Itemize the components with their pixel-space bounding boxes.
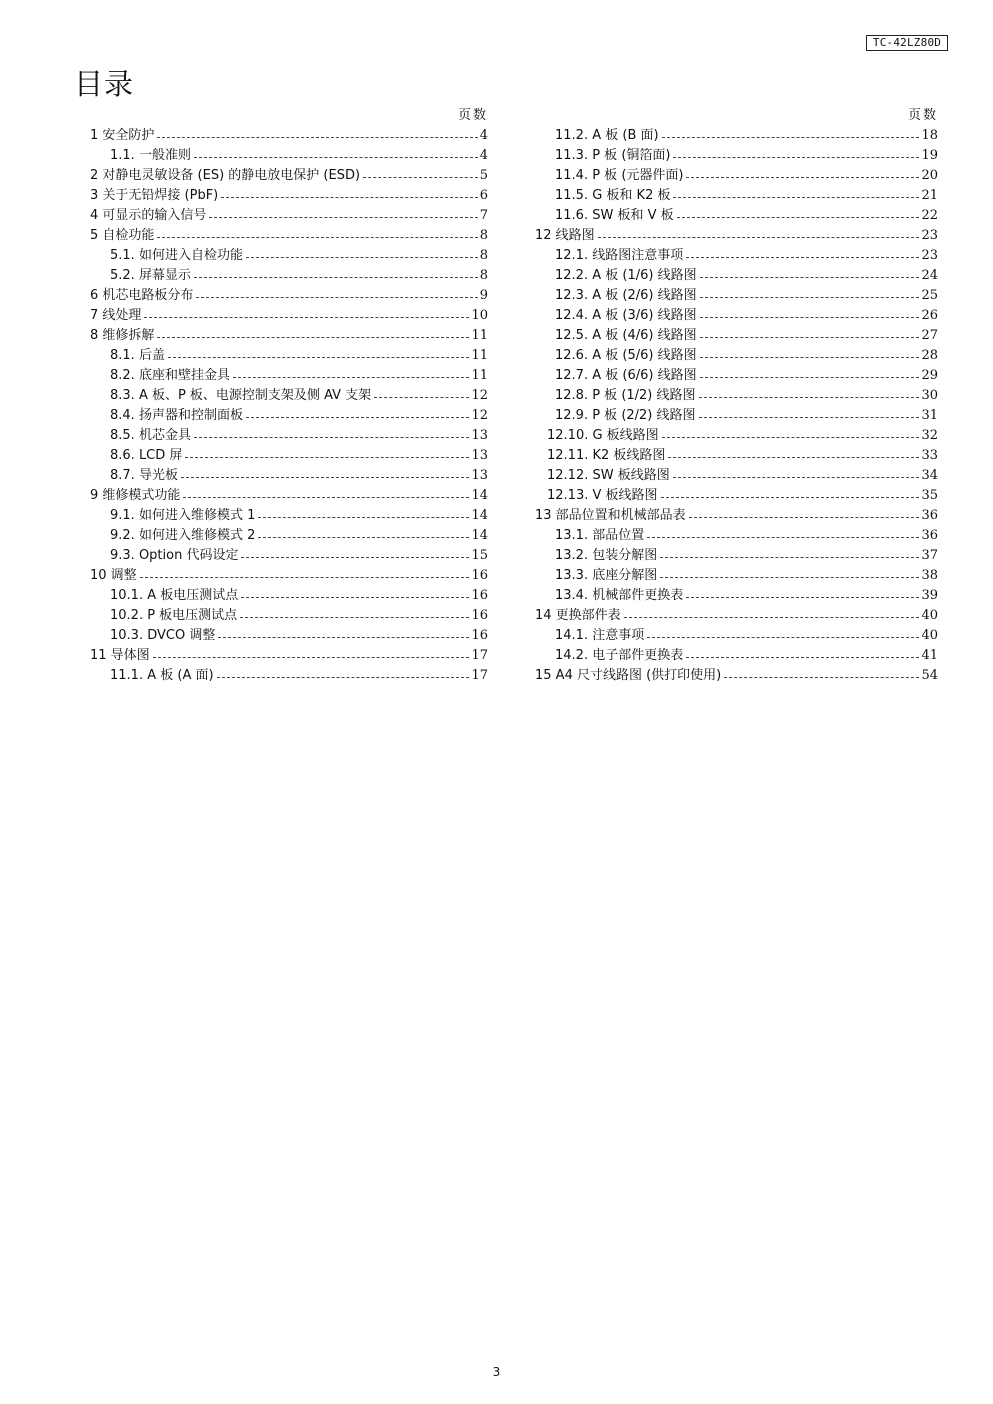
toc-dot-leader bbox=[700, 337, 920, 338]
toc-entry-page: 31 bbox=[921, 408, 938, 423]
toc-entry-page: 13 bbox=[471, 468, 488, 483]
toc-entry-page: 41 bbox=[921, 648, 938, 663]
toc-entry[interactable] bbox=[535, 146, 938, 166]
toc-dot-leader bbox=[700, 297, 920, 298]
toc-entry-title: 10.3. DVCO 调整 bbox=[110, 628, 216, 643]
toc-entry-title: 8.3. A 板、P 板、电源控制支架及侧 AV 支架 bbox=[110, 388, 372, 403]
toc-entry-page: 10 bbox=[471, 308, 488, 323]
toc-entry[interactable] bbox=[90, 366, 488, 386]
toc-list-right bbox=[535, 126, 938, 686]
toc-entry-page: 40 bbox=[921, 628, 938, 643]
toc-entry-title: 13.2. 包装分解图 bbox=[555, 548, 658, 563]
toc-entry-title: 12 线路图 bbox=[535, 228, 595, 243]
toc-dot-leader bbox=[221, 197, 477, 198]
toc-dot-leader bbox=[689, 517, 920, 518]
toc-entry-title: 5.2. 屏幕显示 bbox=[110, 268, 191, 283]
toc-entry-title: 9 维修模式功能 bbox=[90, 488, 181, 503]
toc-entry-page: 30 bbox=[921, 388, 938, 403]
toc-dot-leader bbox=[700, 377, 920, 378]
toc-entry[interactable] bbox=[90, 586, 488, 606]
toc-entry-title: 11.3. P 板 (铜箔面) bbox=[555, 148, 671, 163]
toc-dot-leader bbox=[217, 677, 470, 678]
toc-entry[interactable] bbox=[90, 346, 488, 366]
toc-entry-page: 4 bbox=[479, 148, 488, 163]
toc-entry[interactable] bbox=[535, 166, 938, 186]
toc-entry[interactable] bbox=[535, 486, 938, 506]
toc-entry[interactable] bbox=[535, 306, 938, 326]
toc-dot-leader bbox=[240, 617, 469, 618]
toc-entry-title: 3 关于无铅焊接 (PbF) bbox=[90, 188, 219, 203]
toc-entry[interactable] bbox=[535, 566, 938, 586]
toc-entry-title: 5.1. 如何进入自检功能 bbox=[110, 248, 243, 263]
toc-entry-title: 11.5. G 板和 K2 板 bbox=[555, 188, 671, 203]
toc-entry-title: 5 自检功能 bbox=[90, 228, 155, 243]
toc-entry[interactable] bbox=[535, 646, 938, 666]
toc-entry-title: 9.2. 如何进入维修模式 2 bbox=[110, 528, 256, 543]
toc-dot-leader bbox=[647, 537, 919, 538]
toc-dot-leader bbox=[699, 397, 920, 398]
toc-entry-title: 10.1. A 板电压测试点 bbox=[110, 588, 239, 603]
page-title: 目录 bbox=[74, 67, 135, 101]
toc-entry-title: 13.4. 机械部件更换表 bbox=[555, 588, 684, 603]
toc-entry-page: 11 bbox=[471, 368, 488, 383]
toc-entry-title: 11.1. A 板 (A 面) bbox=[110, 668, 214, 683]
toc-entry-page: 40 bbox=[921, 608, 938, 623]
toc-dot-leader bbox=[673, 197, 919, 198]
toc-entry[interactable] bbox=[535, 526, 938, 546]
toc-entry-page: 27 bbox=[921, 328, 938, 343]
toc-entry-title: 12.2. A 板 (1/6) 线路图 bbox=[555, 268, 697, 283]
toc-entry-title: 12.9. P 板 (2/2) 线路图 bbox=[555, 408, 696, 423]
toc-entry-page: 6 bbox=[479, 188, 488, 203]
toc-dot-leader bbox=[624, 617, 920, 618]
toc-dot-leader bbox=[157, 237, 477, 238]
toc-entry-title: 9.1. 如何进入维修模式 1 bbox=[110, 508, 256, 523]
toc-dot-leader bbox=[153, 657, 470, 658]
toc-entry-page: 13 bbox=[471, 448, 488, 463]
toc-entry[interactable] bbox=[90, 226, 488, 246]
toc-entry-page: 11 bbox=[471, 348, 488, 363]
toc-entry[interactable] bbox=[90, 666, 488, 686]
toc-entry-title: 11 导体图 bbox=[90, 648, 150, 663]
toc-dot-leader bbox=[157, 137, 477, 138]
toc-entry-title: 12.7. A 板 (6/6) 线路图 bbox=[555, 368, 697, 383]
page-number: 3 bbox=[492, 1365, 501, 1379]
toc-entry-page: 54 bbox=[921, 668, 938, 683]
toc-entry[interactable] bbox=[535, 546, 938, 566]
toc-entry-page: 39 bbox=[921, 588, 938, 603]
toc-entry[interactable] bbox=[535, 466, 938, 486]
toc-entry-title: 12.4. A 板 (3/6) 线路图 bbox=[555, 308, 697, 323]
toc-entry-page: 34 bbox=[921, 468, 938, 483]
toc-dot-leader bbox=[233, 377, 470, 378]
toc-entry[interactable] bbox=[90, 286, 488, 306]
toc-entry[interactable] bbox=[90, 546, 488, 566]
toc-entry-title: 12.11. K2 板线路图 bbox=[547, 448, 666, 463]
toc-entry[interactable] bbox=[535, 606, 938, 626]
toc-entry-title: 8.6. LCD 屏 bbox=[110, 448, 183, 463]
toc-dot-leader bbox=[246, 417, 470, 418]
toc-entry[interactable] bbox=[90, 246, 488, 266]
toc-entry[interactable] bbox=[90, 466, 488, 486]
toc-entry-title: 6 机芯电路板分布 bbox=[90, 288, 194, 303]
toc-entry[interactable] bbox=[90, 626, 488, 646]
toc-dot-leader bbox=[196, 297, 477, 298]
toc-entry-page: 16 bbox=[471, 588, 488, 603]
toc-entry[interactable] bbox=[535, 586, 938, 606]
toc-dot-leader bbox=[140, 577, 470, 578]
toc-entry-page: 11 bbox=[471, 328, 488, 343]
toc-dot-leader bbox=[668, 457, 919, 458]
toc-entry[interactable] bbox=[90, 566, 488, 586]
toc-dot-leader bbox=[258, 537, 469, 538]
toc-entry-page: 38 bbox=[921, 568, 938, 583]
toc-entry-page: 15 bbox=[471, 548, 488, 563]
toc-entry-title: 8.5. 机芯金具 bbox=[110, 428, 191, 443]
toc-entry-title: 10 调整 bbox=[90, 568, 137, 583]
toc-entry[interactable] bbox=[535, 506, 938, 526]
toc-entry-title: 12.1. 线路图注意事项 bbox=[555, 248, 684, 263]
toc-entry[interactable] bbox=[90, 446, 488, 466]
toc-entry[interactable] bbox=[535, 226, 938, 246]
toc-entry-title: 7 线处理 bbox=[90, 308, 142, 323]
toc-entry-page: 28 bbox=[921, 348, 938, 363]
toc-entry-page: 16 bbox=[471, 568, 488, 583]
toc-entry[interactable] bbox=[90, 326, 488, 346]
toc-entry-page: 32 bbox=[921, 428, 938, 443]
toc-entry-title: 12.12. SW 板线路图 bbox=[547, 468, 670, 483]
toc-dot-leader bbox=[194, 277, 478, 278]
toc-entry-page: 36 bbox=[921, 528, 938, 543]
toc-dot-leader bbox=[662, 137, 920, 138]
toc-entry-title: 8.1. 后盖 bbox=[110, 348, 165, 363]
toc-column-right bbox=[535, 106, 938, 686]
toc-entry[interactable] bbox=[90, 266, 488, 286]
toc-entry[interactable] bbox=[90, 406, 488, 426]
toc-dot-leader bbox=[598, 237, 920, 238]
toc-entry-title: 13.3. 底座分解图 bbox=[555, 568, 658, 583]
toc-entry-title: 12.13. V 板线路图 bbox=[547, 488, 658, 503]
toc-entry[interactable] bbox=[90, 426, 488, 446]
toc-dot-leader bbox=[168, 357, 470, 358]
toc-entry-page: 16 bbox=[471, 608, 488, 623]
toc-entry-title: 8 维修拆解 bbox=[90, 328, 155, 343]
toc-dot-leader bbox=[241, 597, 469, 598]
toc-entry-page: 5 bbox=[479, 168, 488, 183]
toc-entry-title: 8.7. 导光板 bbox=[110, 468, 178, 483]
toc-entry[interactable] bbox=[90, 166, 488, 186]
toc-entry-title: 1 安全防护 bbox=[90, 128, 155, 143]
toc-entry[interactable] bbox=[535, 406, 938, 426]
toc-entry-page: 19 bbox=[921, 148, 938, 163]
page-column-header: 页数 bbox=[907, 108, 938, 123]
toc-entry[interactable] bbox=[90, 506, 488, 526]
toc-entry[interactable] bbox=[90, 306, 488, 326]
toc-dot-leader bbox=[673, 477, 920, 478]
toc-entry-title: 14 更换部件表 bbox=[535, 608, 621, 623]
toc-entry[interactable] bbox=[535, 246, 938, 266]
toc-entry[interactable] bbox=[535, 266, 938, 286]
toc-entry[interactable] bbox=[90, 526, 488, 546]
toc-entry-title: 12.5. A 板 (4/6) 线路图 bbox=[555, 328, 697, 343]
toc-entry-title: 11.6. SW 板和 V 板 bbox=[555, 208, 674, 223]
toc-entry-title: 15 A4 尺寸线路图 (供打印使用) bbox=[535, 668, 722, 683]
toc-entry[interactable] bbox=[535, 346, 938, 366]
toc-dot-leader bbox=[700, 317, 920, 318]
toc-dot-leader bbox=[673, 157, 919, 158]
toc-entry-page: 17 bbox=[471, 648, 488, 663]
toc-entry-title: 11.2. A 板 (B 面) bbox=[555, 128, 659, 143]
toc-entry-title: 13 部品位置和机械部品表 bbox=[535, 508, 686, 523]
toc-entry-page: 8 bbox=[479, 248, 488, 263]
toc-dot-leader bbox=[246, 257, 478, 258]
toc-entry-title: 12.10. G 板线路图 bbox=[547, 428, 659, 443]
toc-entry-page: 14 bbox=[471, 488, 488, 503]
toc-entry[interactable] bbox=[535, 206, 938, 226]
toc-entry[interactable] bbox=[90, 126, 488, 146]
toc-entry-page: 7 bbox=[479, 208, 488, 223]
toc-entry[interactable] bbox=[535, 366, 938, 386]
toc-entry-page: 23 bbox=[921, 248, 938, 263]
toc-entry-page: 14 bbox=[471, 508, 488, 523]
toc-dot-leader bbox=[194, 157, 478, 158]
toc-entry-title: 8.2. 底座和壁挂金具 bbox=[110, 368, 230, 383]
toc-entry[interactable] bbox=[535, 626, 938, 646]
toc-entry[interactable] bbox=[535, 666, 938, 686]
toc-entry-page: 23 bbox=[921, 228, 938, 243]
toc-dot-leader bbox=[209, 217, 477, 218]
toc-dot-leader bbox=[700, 277, 920, 278]
toc-entry-title: 9.3. Option 代码设定 bbox=[110, 548, 239, 563]
toc-dot-leader bbox=[686, 657, 919, 658]
toc-entry-page: 35 bbox=[921, 488, 938, 503]
toc-entry-page: 8 bbox=[479, 228, 488, 243]
toc-entry[interactable] bbox=[535, 126, 938, 146]
toc-entry-title: 10.2. P 板电压测试点 bbox=[110, 608, 238, 623]
toc-entry-title: 13.1. 部品位置 bbox=[555, 528, 645, 543]
toc-entry[interactable] bbox=[90, 646, 488, 666]
toc-entry-page: 22 bbox=[921, 208, 938, 223]
toc-entry-page: 21 bbox=[921, 188, 938, 203]
toc-entry[interactable] bbox=[535, 286, 938, 306]
toc-entry-title: 12.8. P 板 (1/2) 线路图 bbox=[555, 388, 696, 403]
toc-dot-leader bbox=[686, 177, 919, 178]
toc-dot-leader bbox=[258, 517, 469, 518]
toc-dot-leader bbox=[699, 417, 920, 418]
toc-dot-leader bbox=[144, 317, 469, 318]
model-number-box: TC-42LZ80D bbox=[866, 35, 948, 51]
toc-entry-title: 12.3. A 板 (2/6) 线路图 bbox=[555, 288, 697, 303]
toc-entry-page: 18 bbox=[921, 128, 938, 143]
toc-dot-leader bbox=[185, 457, 469, 458]
toc-entry[interactable] bbox=[90, 606, 488, 626]
toc-dot-leader bbox=[241, 557, 469, 558]
toc-entry-page: 25 bbox=[921, 288, 938, 303]
toc-dot-leader bbox=[374, 397, 469, 398]
page-column-header: 页数 bbox=[457, 108, 488, 123]
toc-entry-title: 4 可显示的输入信号 bbox=[90, 208, 207, 223]
toc-dot-leader bbox=[181, 477, 470, 478]
toc-entry-page: 12 bbox=[471, 408, 488, 423]
toc-entry[interactable] bbox=[535, 326, 938, 346]
toc-dot-leader bbox=[218, 637, 469, 638]
toc-entry-page: 14 bbox=[471, 528, 488, 543]
toc-entry[interactable] bbox=[90, 386, 488, 406]
toc-dot-leader bbox=[660, 577, 919, 578]
toc-entry-title: 8.4. 扬声器和控制面板 bbox=[110, 408, 243, 423]
toc-entry-page: 29 bbox=[921, 368, 938, 383]
toc-entry-page: 16 bbox=[471, 628, 488, 643]
toc-dot-leader bbox=[363, 177, 478, 178]
toc-entry[interactable] bbox=[90, 206, 488, 226]
toc-entry[interactable] bbox=[90, 186, 488, 206]
toc-entry-title: 11.4. P 板 (元器件面) bbox=[555, 168, 684, 183]
toc-entry-title: 12.6. A 板 (5/6) 线路图 bbox=[555, 348, 697, 363]
toc-entry[interactable] bbox=[90, 146, 488, 166]
toc-dot-leader bbox=[686, 597, 919, 598]
toc-entry-page: 17 bbox=[471, 668, 488, 683]
toc-dot-leader bbox=[194, 437, 470, 438]
toc-entry-page: 13 bbox=[471, 428, 488, 443]
toc-entry-title: 14.1. 注意事项 bbox=[555, 628, 645, 643]
toc-dot-leader bbox=[647, 637, 919, 638]
toc-dot-leader bbox=[662, 437, 920, 438]
toc-entry-page: 20 bbox=[921, 168, 938, 183]
toc-entry[interactable] bbox=[535, 186, 938, 206]
toc-dot-leader bbox=[660, 557, 919, 558]
toc-entry-page: 37 bbox=[921, 548, 938, 563]
toc-entry-page: 4 bbox=[479, 128, 488, 143]
toc-dot-leader bbox=[677, 217, 920, 218]
toc-entry-page: 24 bbox=[921, 268, 938, 283]
toc-dot-leader bbox=[661, 497, 920, 498]
toc-entry-page: 33 bbox=[921, 448, 938, 463]
toc-entry-title: 2 对静电灵敏设备 (ES) 的静电放电保护 (ESD) bbox=[90, 168, 361, 183]
toc-dot-leader bbox=[183, 497, 469, 498]
toc-entry[interactable] bbox=[90, 486, 488, 506]
toc-list-left bbox=[90, 126, 488, 686]
toc-entry-page: 12 bbox=[471, 388, 488, 403]
toc-entry-title: 14.2. 电子部件更换表 bbox=[555, 648, 684, 663]
toc-entry[interactable] bbox=[535, 386, 938, 406]
toc-dot-leader bbox=[157, 337, 469, 338]
toc-entry-page: 36 bbox=[921, 508, 938, 523]
toc-entry-page: 8 bbox=[479, 268, 488, 283]
toc-entry[interactable] bbox=[535, 446, 938, 466]
toc-entry-title: 1.1. 一般准则 bbox=[110, 148, 191, 163]
toc-entry-page: 26 bbox=[921, 308, 938, 323]
toc-entry[interactable] bbox=[535, 426, 938, 446]
toc-entry-page: 9 bbox=[479, 288, 488, 303]
toc-dot-leader bbox=[724, 677, 919, 678]
toc-column-left bbox=[90, 106, 488, 686]
toc-dot-leader bbox=[700, 357, 920, 358]
toc-dot-leader bbox=[686, 257, 919, 258]
